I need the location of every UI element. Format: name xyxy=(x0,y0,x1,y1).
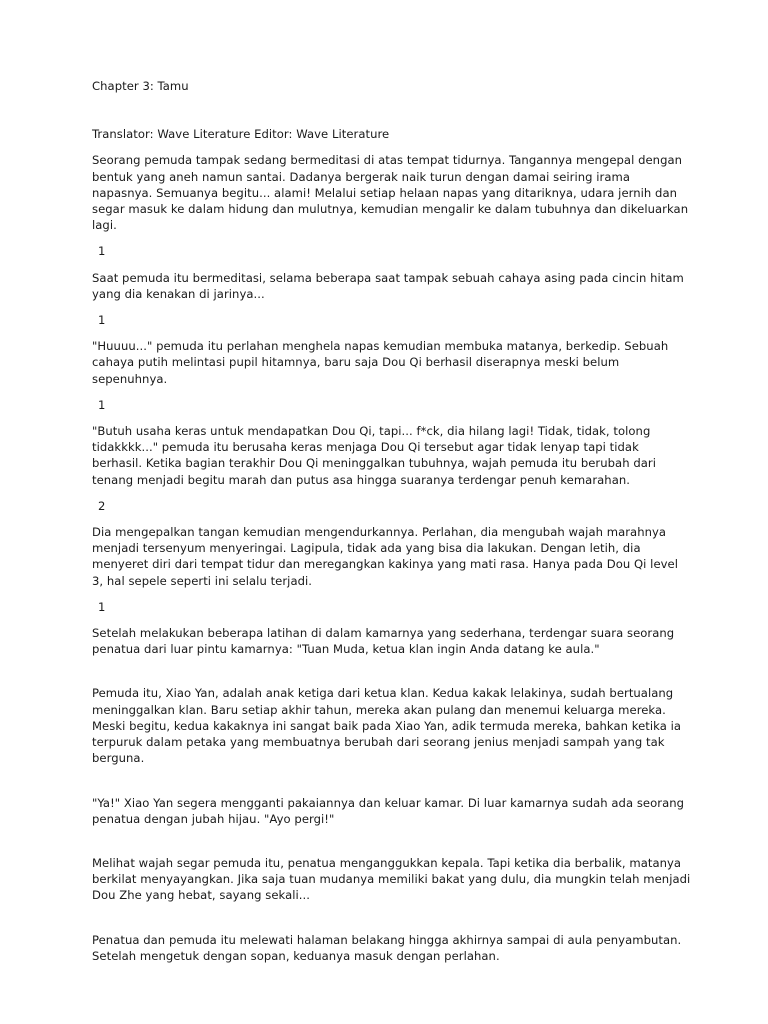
section-number: 1 xyxy=(98,313,106,328)
paragraph: "Huuuu..." pemuda itu perlahan menghela napas kemudian membuka matanya, berkedip. Sebuah cahaya putih melintasi pupil hitamnya, baru saja Dou Qi berhasil diserapnya meski belum sepenuhnya. xyxy=(92,339,669,386)
paragraph: Saat pemuda itu bermeditasi, selama beberapa saat tampak sebuah cahaya asing pada cincin hitam yang dia kenakan di jarinya... xyxy=(92,270,684,301)
paragraph: Dia mengepalkan tangan kemudian mengendurkannya. Perlahan, dia mengubah wajah marahnya menjadi tersenyum menyeringai. Lagipula, tidak ada yang bisa dia lakukan. Dengan letih, dia menyeret diri dari tempat tidur dan meregangkan kakinya yang mati rasa. Hanya pada Dou Qi level 3, hal sepele seperti ini selalu terjadi. xyxy=(92,525,678,588)
paragraph: Pemuda itu, Xiao Yan, adalah anak ketiga dari ketua klan. Kedua kakak lelakinya, sudah bertualang meninggalkan klan. Baru setiap akhir tahun, mereka akan pulang dan menemui keluarga mereka. Meski begitu, kedua kakaknya ini sangat baik pada Xiao Yan, adik termuda mereka, bahkan ketika ia terpuruk dalam petaka yang membuatnya berubah dari seorang jenius menjadi sampah yang tak berguna. xyxy=(92,686,682,766)
paragraph: Penatua dan pemuda itu melewati halaman belakang hingga akhirnya sampai di aula penyambutan. Setelah mengetuk dengan sopan, keduanya masuk dengan perlahan. xyxy=(92,932,682,963)
section-number: 1 xyxy=(98,599,106,614)
paragraph: Setelah melakukan beberapa latihan di dalam kamarnya yang sederhana, terdengar suara seorang penatua dari luar pintu kamarnya: "Tuan Muda, ketua klan ingin Anda datang ke aula." xyxy=(92,626,675,657)
document-body xyxy=(92,78,692,964)
paragraph: Melihat wajah segar pemuda itu, penatua menganggukkan kepala. Tapi ketika dia berbalik, matanya berkilat menyayangkan. Jika saja tuan mudanya memiliki bakat yang dulu, dia mungkin telah menjadi Dou Zhe yang hebat, sayang sekali... xyxy=(92,855,691,903)
section-number: 1 xyxy=(98,244,106,259)
translator-credits: Translator: Wave Literature Editor: Wave Literature xyxy=(92,127,390,142)
chapter-title: Chapter 3: Tamu xyxy=(92,79,189,93)
section-number: 2 xyxy=(98,498,106,513)
paragraph: "Ya!" Xiao Yan segera mengganti pakaiannya dan keluar kamar. Di luar kamarnya sudah ada seorang penatua dengan jubah hijau. "Ayo pergi!" xyxy=(92,795,685,826)
section-number: 1 xyxy=(98,397,106,412)
paragraph: "Butuh usaha keras untuk mendapatkan Dou Qi, tapi... f*ck, dia hilang lagi! Tidak, tidak, tolong tidakkkk..." pemuda itu berusaha keras menjaga Dou Qi tersebut agar tidak lenyap tapi tidak berhasil. Ketika bagian terakhir Dou Qi meninggalkan tubuhnya, wajah pemuda itu berubah dari tenang menjadi begitu marah dan putus asa hingga suaranya terdengar penuh kemarahan. xyxy=(92,424,656,487)
paragraph: Seorang pemuda tampak sedang bermeditasi di atas tempat tidurnya. Tangannya mengepal dengan bentuk yang aneh namun santai. Dadanya bergerak naik turun dengan damai seiring irama napasnya. Semuanya begitu... alami! Melalui setiap helaan napas yang ditariknya, udara jernih dan segar masuk ke dalam hidung dan mulutnya, kemudian mengalir ke dalam tubuhnya dan dikeluarkan lagi. xyxy=(92,153,689,233)
